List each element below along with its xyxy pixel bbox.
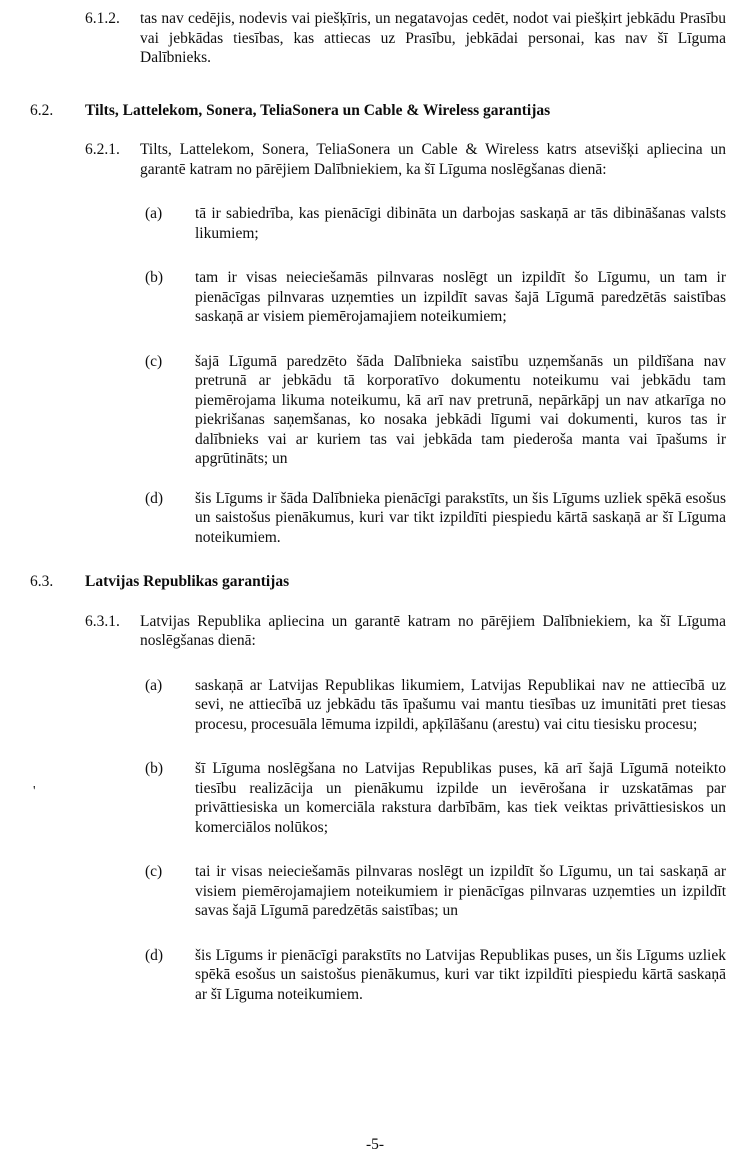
clause-6-1-2: [30, 9, 726, 68]
scan-artifact-mark: ': [33, 784, 36, 799]
clause-number: 6.3.1.: [85, 612, 120, 630]
subitem-6-3-1-c: [30, 862, 726, 921]
subitem-6-2-1-d: [30, 489, 726, 548]
subitem-label: (d): [145, 946, 164, 964]
clause-text: tas nav cedējis, nodevis vai piešķīris, un negatavojas cedēt, nodot vai piešķirt jebkādu Prasību vai jebkādas tiesības, kas attiecas uz Prasību, jebkādai personai, kas nav šī Līguma Dalībnieks.: [140, 10, 726, 66]
section-6-2-heading: [30, 101, 726, 121]
clause-number: 6.2.1.: [85, 141, 120, 158]
clause-number: 6.1.2.: [85, 10, 120, 27]
subitem-6-2-1-a: [30, 204, 726, 243]
clause-6-3-1: [30, 612, 726, 651]
section-6-3-heading: [30, 572, 726, 592]
subitem-6-3-1-a: [30, 676, 726, 735]
subitem-label: (b): [145, 760, 164, 777]
subitem-label: (d): [145, 489, 164, 507]
subitem-text: tam ir visas neieciešamās pilnvaras noslēgt un izpildīt šo Līgumu, un tam ir pienācīgas pilnvaras uzņemties un izpildīt savas šajā Līgumā paredzētās saistības saskaņā ar visiem piemērojamajiem noteikumiem;: [195, 269, 726, 325]
subitem-label: (a): [145, 205, 163, 222]
subitem-6-2-1-c: [30, 352, 726, 469]
clause-text: Tilts, Lattelekom, Sonera, TeliaSonera un Cable & Wireless katrs atsevišķi apliecina un garantē katram no pārējiem Dalībniekiem, ka šī Līguma noslēgšanas dienā:: [140, 141, 726, 178]
subitem-text: tā ir sabiedrība, kas pienācīgi dibināta un darbojas saskaņā ar tās dibināšanas valsts likumiem;: [195, 205, 726, 242]
clause-6-2-1: [30, 140, 726, 179]
page-number-footer: -5-: [365, 1135, 385, 1153]
subitem-6-3-1-b: [30, 759, 726, 837]
subitem-text: tai ir visas neieciešamās pilnvaras noslēgt un izpildīt šo Līgumu, un tai saskaņā ar visiem piemērojamajiem noteikumiem ir pienācīgas pilnvaras uzņemties un izpildīt savas šajā Līgumā paredzētās saistības; un: [195, 863, 726, 919]
section-title: Latvijas Republikas garantijas: [85, 573, 290, 590]
subitem-6-3-1-d: [30, 946, 726, 1005]
subitem-text: saskaņā ar Latvijas Republikas likumiem, Latvijas Republikai nav ne attiecībā uz sevi, ne attiecībā uz jebkādu tās īpašumu vai mantu tiesības uz imunitāti pret tiesas procesu, procesuāla lēmuma izpildi, apķīlāšanu (arestu) vai citu tiesisku procesu;: [195, 676, 726, 733]
subitem-text: šis Līgums ir pienācīgi parakstīts no Latvijas Republikas puses, un šis Līgums uzliek spēkā esošus un saistošus pienākumus, kuri var tikt izpildīti piespiedu kārtā saskaņā ar šī Līguma noteikumiem.: [195, 946, 726, 1003]
subitem-label: (b): [145, 269, 164, 286]
subitem-text: šajā Līgumā paredzēto šāda Dalībnieka saistību uzņemšanās un pildīšana nav pretrunā ar jebkādu tā korporatīvo dokumentu noteikumu vai jebkādu tam piemērojama likuma noteikumu, kā arī nav pretrunā, nepārkāpj un nav atkarīga no piekrišanas saņemšanas, ko nosaka jebkādi līgumi vai dokumenti, kuros tas ir dalībnieks vai ar kuriem tas vai jebkāda tam piederoša manta vai īpašums ir apgrūtināts; un: [195, 352, 726, 467]
clause-text: Latvijas Republika apliecina un garantē katram no pārējiem Dalībniekiem, ka šī Līguma noslēgšanas dienā:: [140, 612, 726, 649]
section-number: 6.2.: [30, 101, 54, 119]
section-title: Tilts, Lattelekom, Sonera, TeliaSonera un Cable & Wireless garantijas: [85, 101, 551, 119]
subitem-text: šī Līguma noslēgšana no Latvijas Republikas puses, kā arī šajā Līgumā noteikto tiesību realizācija un pienākumu izpilde un ievērošana ir uzskatāmas par privāttiesiska un komerciāla rakstura darbībām, kas tiek veiktas privāttiesiskos un komerciālos nolūkos;: [195, 760, 726, 836]
subitem-text: šis Līgums ir šāda Dalībnieka pienācīgi parakstīts, un šis Līgums uzliek spēkā esošus un saistošus pienākumus, kuri var tikt izpildīti piespiedu kārtā saskaņā ar šī Līguma noteikumiem.: [195, 489, 726, 546]
subitem-label: (c): [145, 352, 163, 370]
section-number: 6.3.: [30, 573, 54, 590]
subitem-label: (a): [145, 676, 163, 694]
subitem-label: (c): [145, 863, 163, 880]
subitem-6-2-1-b: [30, 268, 726, 327]
